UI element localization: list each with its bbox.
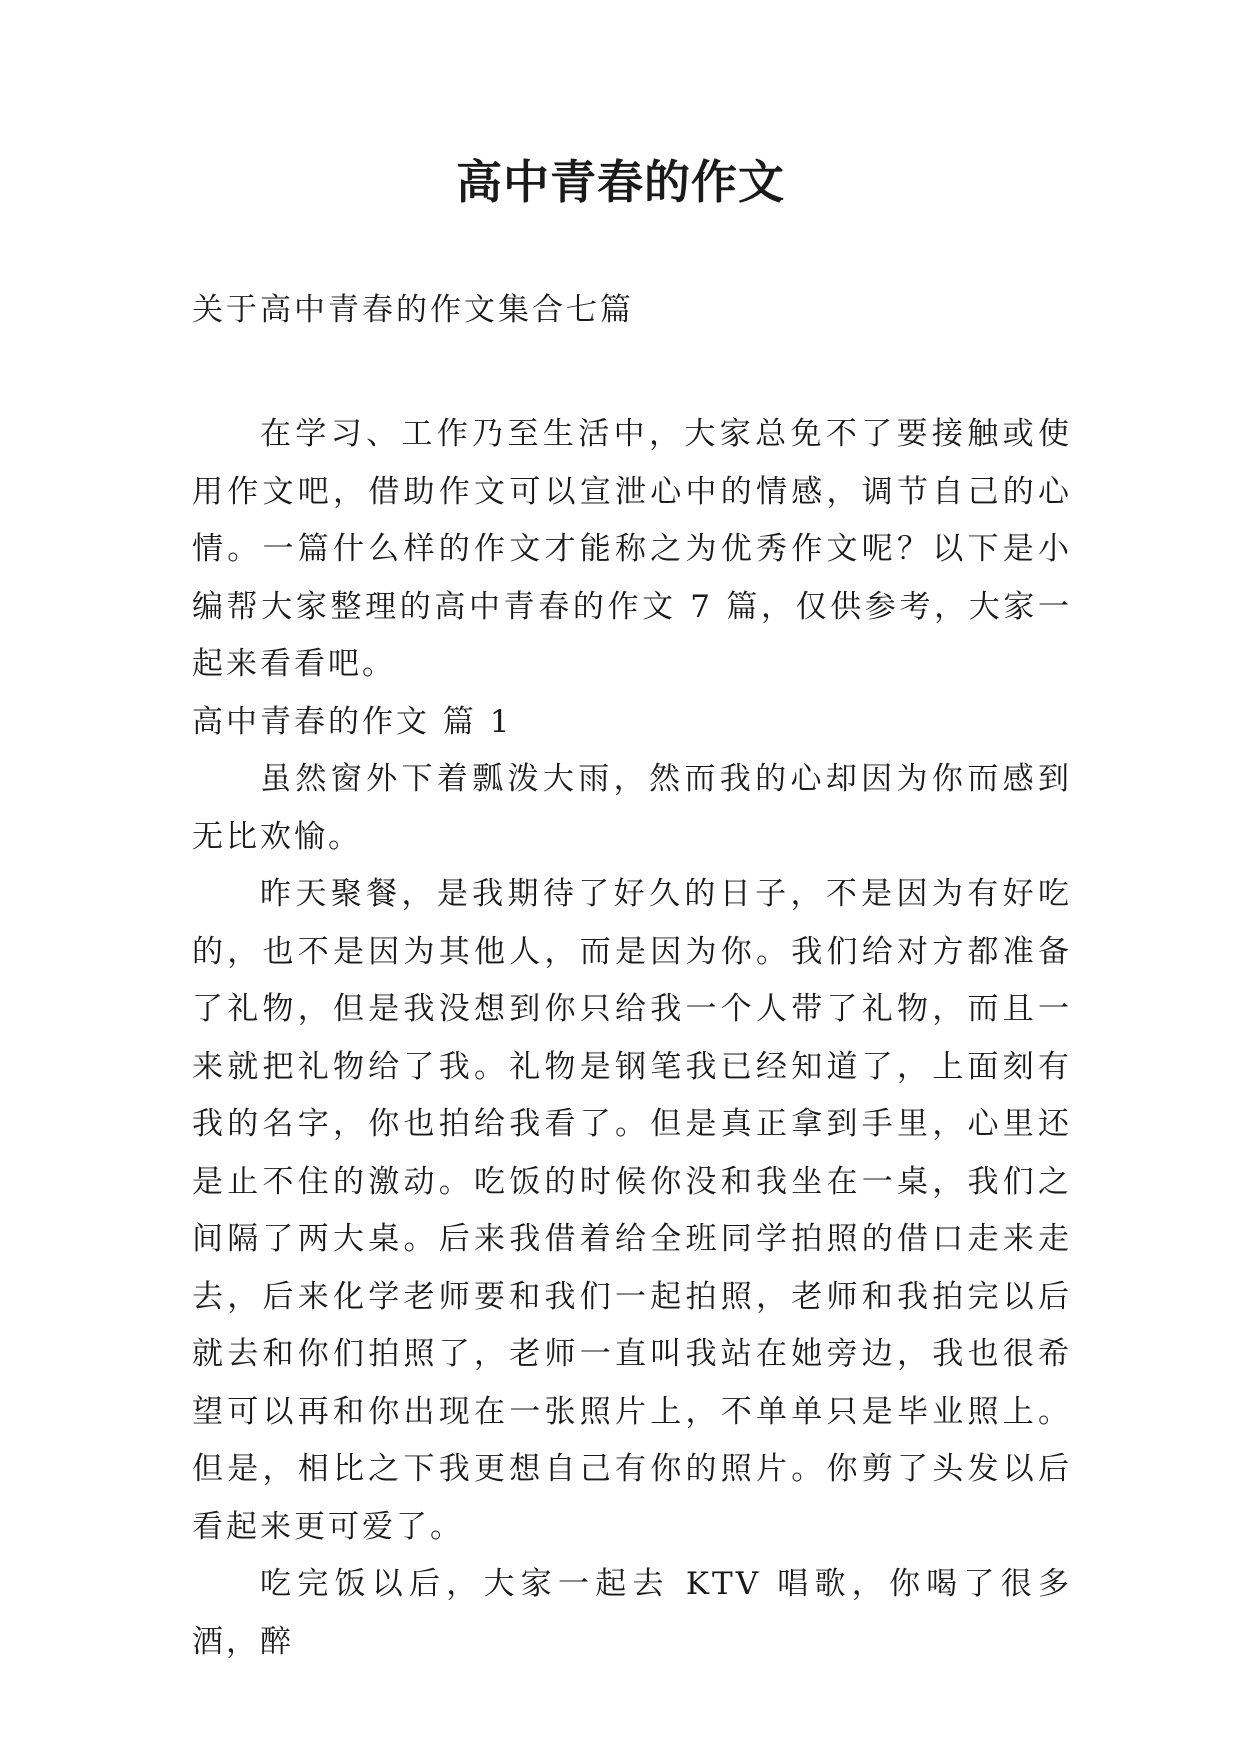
paragraph-1 [192,751,1072,866]
paragraph-line: 你的照片。你剪了头发以后看起来更可爱了。 [192,1451,1072,1545]
section-heading: 高中青春的作文 篇 1 [192,703,513,740]
paragraph-line: 吃饭的时候你没和我坐在一桌，我们之间隔了两大桌。后来 [192,1163,1072,1257]
intro-paragraph [192,406,1072,694]
paragraph-line: 吃完饭以后，大家一起去 KTV 唱歌，你喝了很多酒，醉 [192,1566,1072,1660]
document-title: 高中青春的作文 [456,155,785,209]
intro-line: 一篇什么样的作文才能称之为优秀作文呢？以下是小编帮 [192,531,1072,625]
paragraph-line: 一直叫我站在她旁边，我也很希望可以再和你出现在一张照 [192,1336,1072,1430]
paragraph-line: 昨天聚餐，是我期待了好久的日子，不是因为有好吃的， [192,876,1072,970]
intro-line: 在学习、工作乃至生活中，大家总免不了要接触或使用 [192,416,1072,510]
paragraph-3 [192,1556,1072,1671]
intro-line: 大家整理的高中青春的作文 7 篇，仅供参考，大家一起来看 [192,588,1072,682]
intro-line: 作文吧，借助作文可以宣泄心中的情感，调节自己的心情。 [192,473,1072,567]
document-subtitle: 关于高中青春的作文集合七篇 [192,292,634,328]
paragraph-line: 也不是因为其他人，而是因为你。我们给对方都准备了礼物， [192,933,1072,1027]
paragraph-line: 给了我。礼物是钢笔我已经知道了，上面刻有我的名字，你 [192,1048,1072,1142]
document-body [192,406,1072,1671]
paragraph-2 [192,866,1072,1556]
paragraph-line: 片上，不单单只是毕业照上。但是，相比之下我更想自己有 [192,1393,1072,1487]
paragraph-line: 虽然窗外下着瓢泼大雨，然而我的心却因为你而感到无 [192,761,1072,855]
paragraph-line: 也拍给我看了。但是真正拿到手里，心里还是止不住的激动。 [192,1106,1072,1200]
intro-line: 看吧。 [294,646,396,682]
paragraph-line: 比欢愉。 [226,818,362,855]
paragraph-line: 我借着给全班同学拍照的借口走来走去，后来化学老师要和 [192,1221,1072,1315]
paragraph-line: 但是我没想到你只给我一个人带了礼物，而且一来就把礼物 [192,991,1072,1085]
paragraph-line: 我们一起拍照，老师和我拍完以后就去和你们拍照了，老师 [192,1278,1072,1372]
